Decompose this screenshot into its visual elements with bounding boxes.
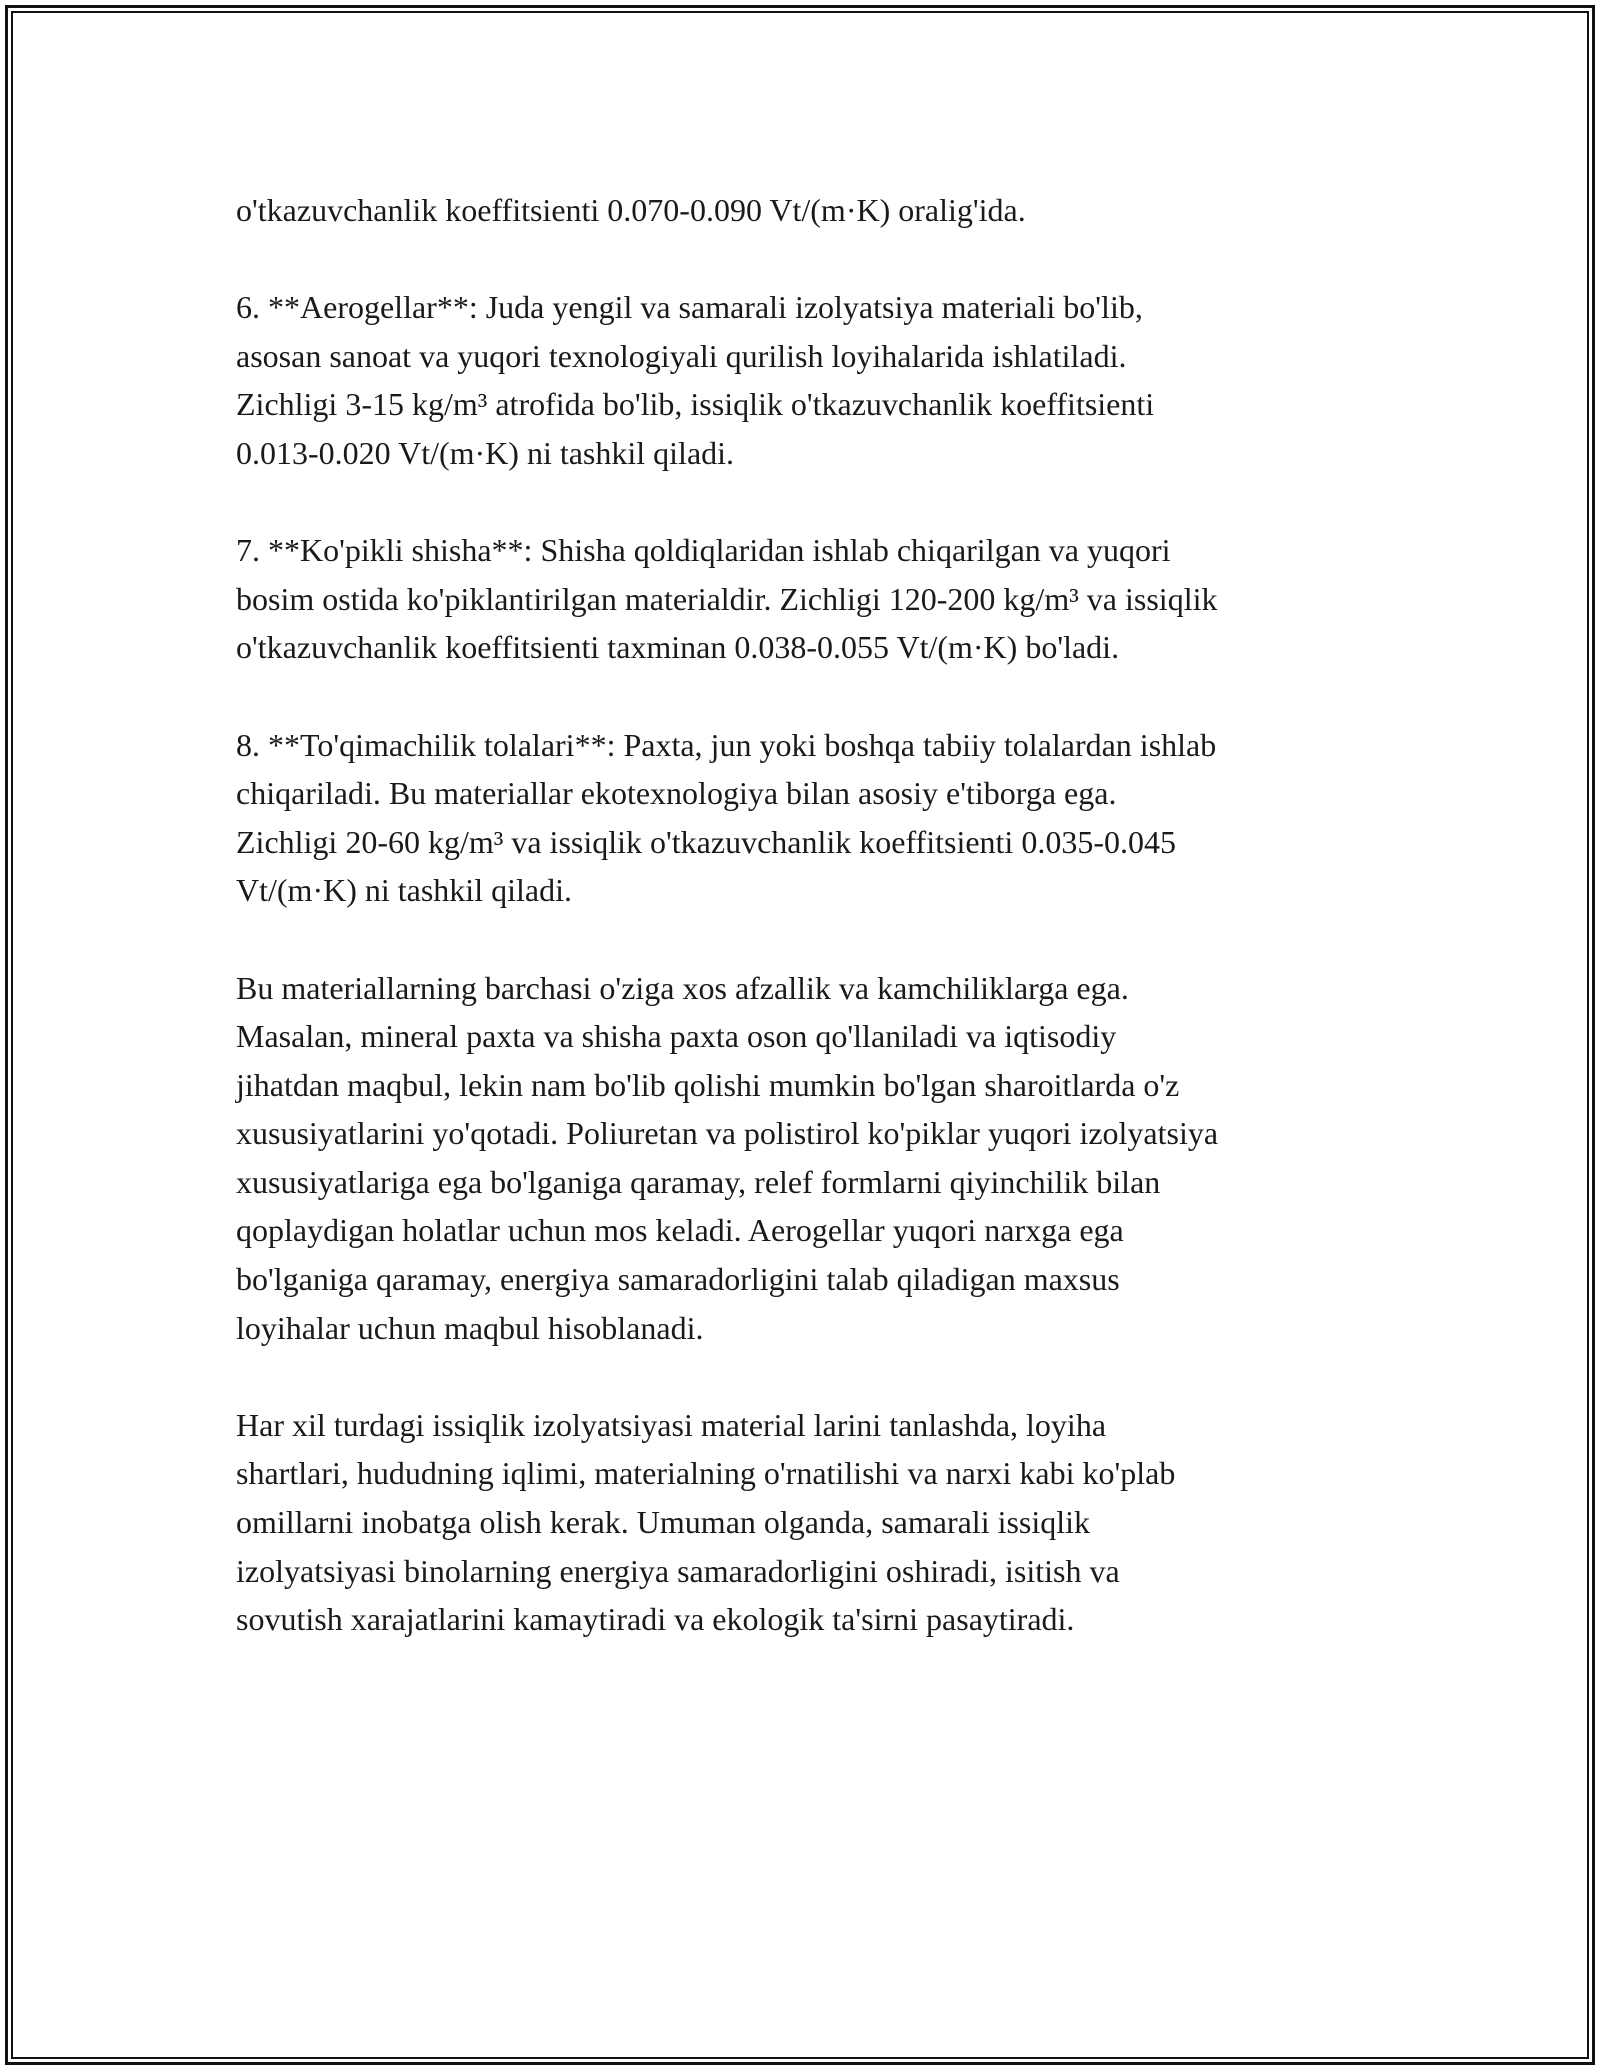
paragraph-continuation: o'tkazuvchanlik koeffitsienti 0.070-0.090 Vt/(m·K) oralig'ida.	[236, 192, 1026, 228]
paragraph-conclusion: Har xil turdagi issiqlik izolyatsiyasi material larini tanlashda, loyiha shartlari, hududning iqlimi, materialning o'rnatilishi va narxi kabi ko'plab omillarni inobatga olish kerak. Umuman olganda, samarali issiqlik izolyatsiyasi binolarning energiya samaradorligini oshiradi, isitish va sovutish xarajatlarini kamaytiradi va ekologik ta'sirni pasaytiradi.	[236, 1406, 1176, 1638]
paragraph-toqimachilik-tolalari: 8. **To'qimachilik tolalari**: Paxta, jun yoki boshqa tabiiy tolalardan ishlab chiqariladi. Bu materiallar ekotexnologiya bilan asosiy e'tiborga ega. Zichligi 20-60 kg/m³ va issiqlik o'tkazuvchanlik koeffitsienti 0.035-0.045 Vt/(m·K) ni tashkil qiladi.	[236, 726, 1217, 909]
document-body	[236, 186, 1376, 1692]
paragraph-kopikli-shisha: 7. **Ko'pikli shisha**: Shisha qoldiqlaridan ishlab chiqarilgan va yuqori bosim ostida ko'piklantirilgan materialdir. Zichligi 120-200 kg/m³ va issiqlik o'tkazuvchanlik koeffitsienti taxminan 0.038-0.055 Vt/(m·K) bo'ladi.	[236, 532, 1218, 666]
paragraph-aerogellar: 6. **Aerogellar**: Juda yengil va samarali izolyatsiya materiali bo'lib, asosan sanoat va yuqori texnologiyali qurilish loyihalarida ishlatiladi. Zichligi 3-15 kg/m³ atrofida bo'lib, issiqlik o'tkazuvchanlik koeffitsienti 0.013-0.020 Vt/(m·K) ni tashkil qiladi.	[236, 289, 1155, 471]
paragraph-comparison: Bu materiallarning barchasi o'ziga xos afzallik va kamchiliklarga ega. Masalan, mineral paxta va shisha paxta oson qo'llaniladi va iqtisodiy jihatdan maqbul, lekin nam bo'lib qolishi mumkin bo'lgan sharoitlarda o'z xususiyatlarini yo'qotadi. Poliuretan va polistirol ko'piklar yuqori izolyatsiya xususiyatlariga ega bo'lganiga qaramay, relef formlarni qiyinchilik bilan qoplaydigan holatlar uchun mos keladi. Aerogellar yuqori narxga ega bo'lganiga qaramay, energiya samaradorligini talab qiladigan maxsus loyihalar uchun maqbul hisoblanadi.	[236, 969, 1219, 1346]
